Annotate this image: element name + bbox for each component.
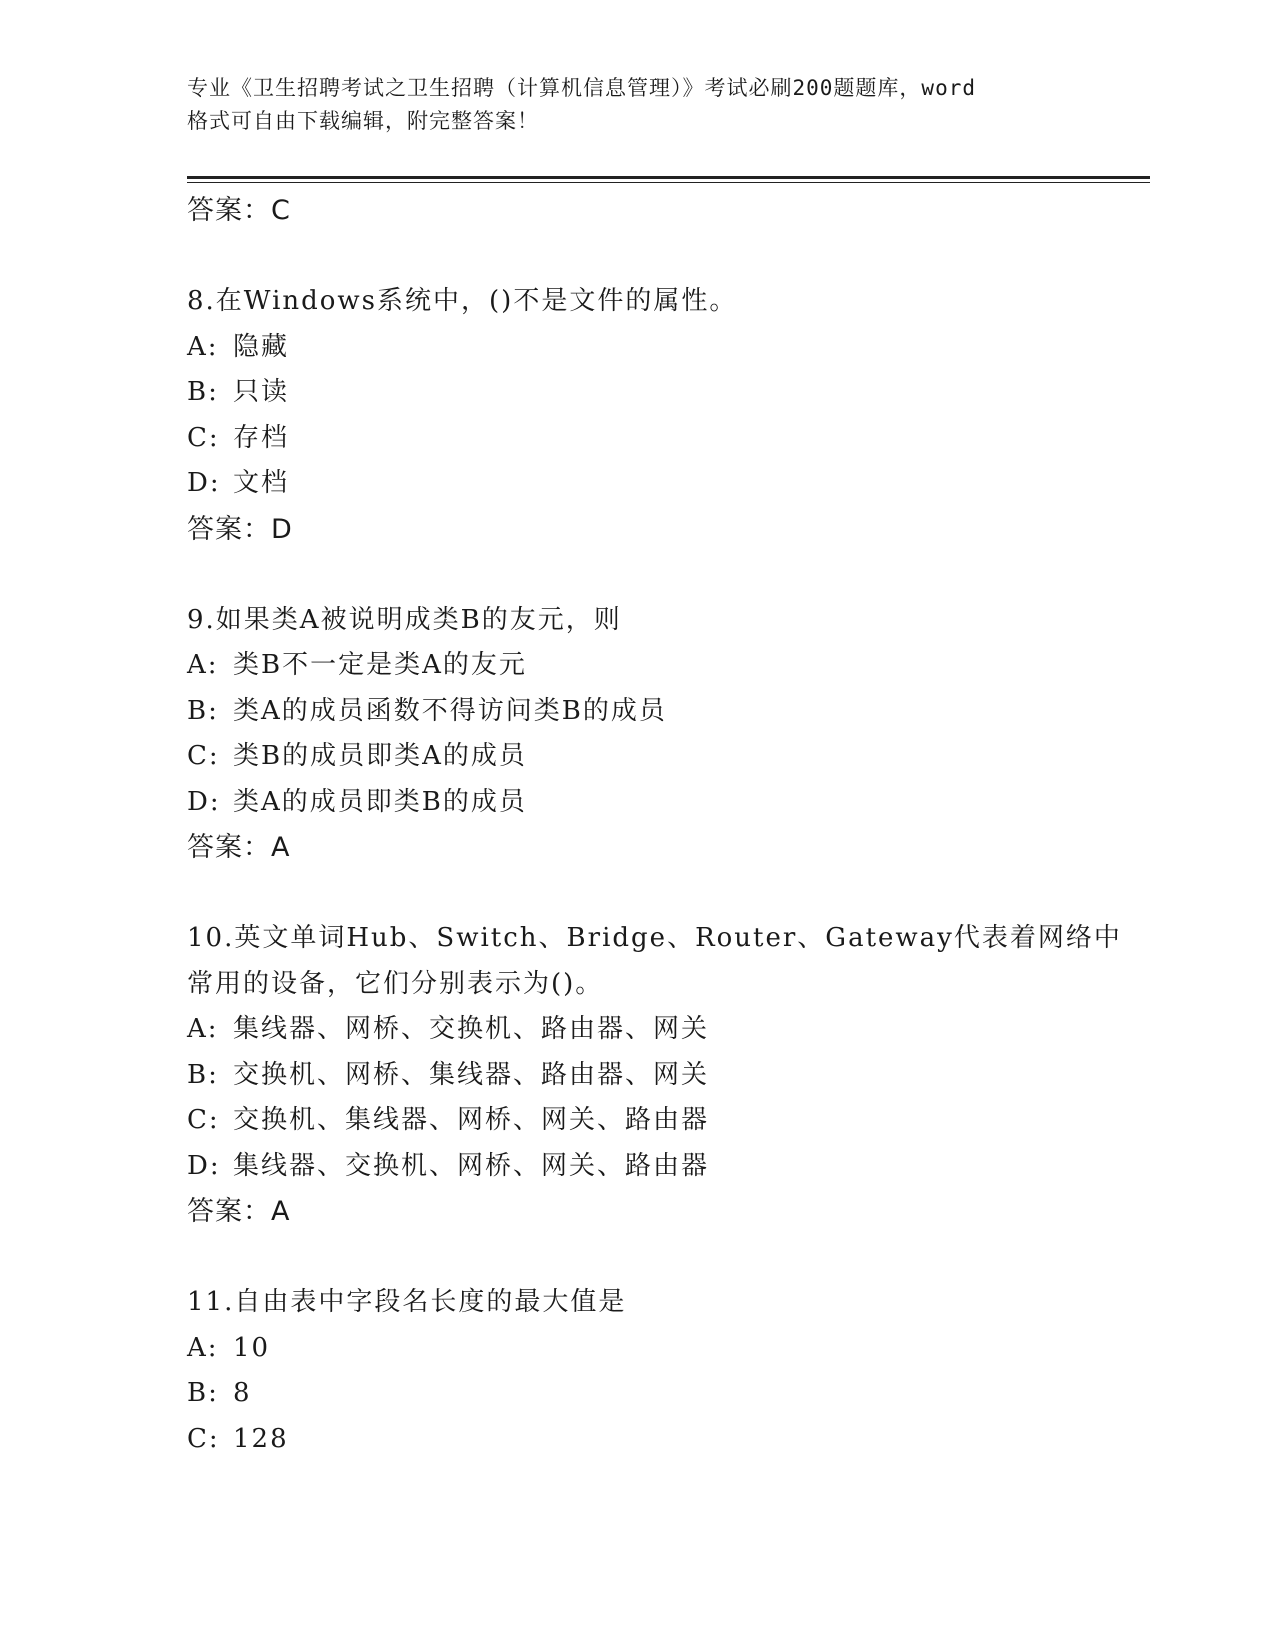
option-text: 交换机、网桥、集线器、路由器、网关 <box>233 1059 710 1090</box>
question-stem: 常用的设备，它们分别表示为()。 <box>187 968 604 999</box>
answer-line: 答案：D <box>187 513 293 545</box>
answer-line: 答案：A <box>187 832 291 863</box>
question-block <box>187 279 1150 552</box>
question-list <box>187 188 1150 1462</box>
option-text: 类A的成员函数不得访问类B的成员 <box>233 695 667 726</box>
option-text: 10 <box>233 1332 271 1363</box>
option-row <box>187 1098 1150 1144</box>
option-row <box>187 416 1150 462</box>
option-text: 隐藏 <box>233 331 290 362</box>
option-label: A: <box>187 331 219 362</box>
option-row <box>187 643 1150 689</box>
option-label: A: <box>187 1014 219 1044</box>
question-stem: 10.英文单词Hub、Switch、Bridge、Router、Gateway代表着网络中 <box>187 923 1122 953</box>
header-line-2: 格式可自由下载编辑，附完整答案！ <box>187 109 539 133</box>
document-header <box>187 72 1087 138</box>
option-text: 集线器、网桥、交换机、路由器、网关 <box>233 1014 710 1044</box>
question-spacer <box>187 871 1150 917</box>
option-label: C: <box>187 1423 220 1454</box>
option-label: C: <box>187 741 220 771</box>
option-row <box>187 370 1150 416</box>
option-row <box>187 689 1150 735</box>
option-label: C: <box>187 422 220 453</box>
option-row <box>187 325 1150 371</box>
option-text: 128 <box>233 1423 289 1454</box>
question-spacer <box>187 1235 1150 1281</box>
option-label: B: <box>187 1059 219 1090</box>
option-label: A: <box>187 650 219 680</box>
option-label: C: <box>187 1105 220 1135</box>
previous-answer: 答案：C <box>187 195 291 226</box>
question-block <box>187 916 1150 1235</box>
question-spacer <box>187 234 1150 280</box>
option-text: 交换机、集线器、网桥、网关、路由器 <box>233 1105 710 1135</box>
option-row <box>187 780 1150 826</box>
option-text: 只读 <box>233 377 290 407</box>
question-stem: 8.在Windows系统中，()不是文件的属性。 <box>187 286 738 316</box>
option-text: 存档 <box>233 422 290 453</box>
option-row <box>187 1371 1150 1417</box>
option-label: D: <box>187 786 221 817</box>
header-rule-thick <box>187 176 1150 179</box>
option-text: 文档 <box>233 468 290 498</box>
header-rule-thin <box>187 182 1150 183</box>
option-row <box>187 461 1150 507</box>
option-text: 8 <box>233 1378 252 1408</box>
header-line-1: 专业《卫生招聘考试之卫生招聘（计算机信息管理）》考试必刷200题题库，word <box>187 76 976 100</box>
question-stem: 9.如果类A被说明成类B的友元，则 <box>187 604 622 635</box>
option-row <box>187 1417 1150 1463</box>
option-label: D: <box>187 1150 221 1181</box>
option-label: D: <box>187 468 221 498</box>
option-text: 集线器、交换机、网桥、网关、路由器 <box>233 1150 710 1181</box>
option-text: 类A的成员即类B的成员 <box>233 786 527 817</box>
option-text: 类B不一定是类A的友元 <box>233 650 527 680</box>
question-stem: 11.自由表中字段名长度的最大值是 <box>187 1287 627 1317</box>
option-label: B: <box>187 377 219 407</box>
option-text: 类B的成员即类A的成员 <box>233 741 527 771</box>
option-row <box>187 734 1150 780</box>
question-block <box>187 598 1150 871</box>
question-spacer <box>187 552 1150 598</box>
option-row <box>187 1053 1150 1099</box>
option-label: B: <box>187 695 219 726</box>
option-label: B: <box>187 1378 219 1408</box>
option-row <box>187 1326 1150 1372</box>
option-row <box>187 1007 1150 1053</box>
option-label: A: <box>187 1332 219 1363</box>
question-block <box>187 1280 1150 1462</box>
option-row <box>187 1144 1150 1190</box>
answer-line: 答案：A <box>187 1196 291 1227</box>
